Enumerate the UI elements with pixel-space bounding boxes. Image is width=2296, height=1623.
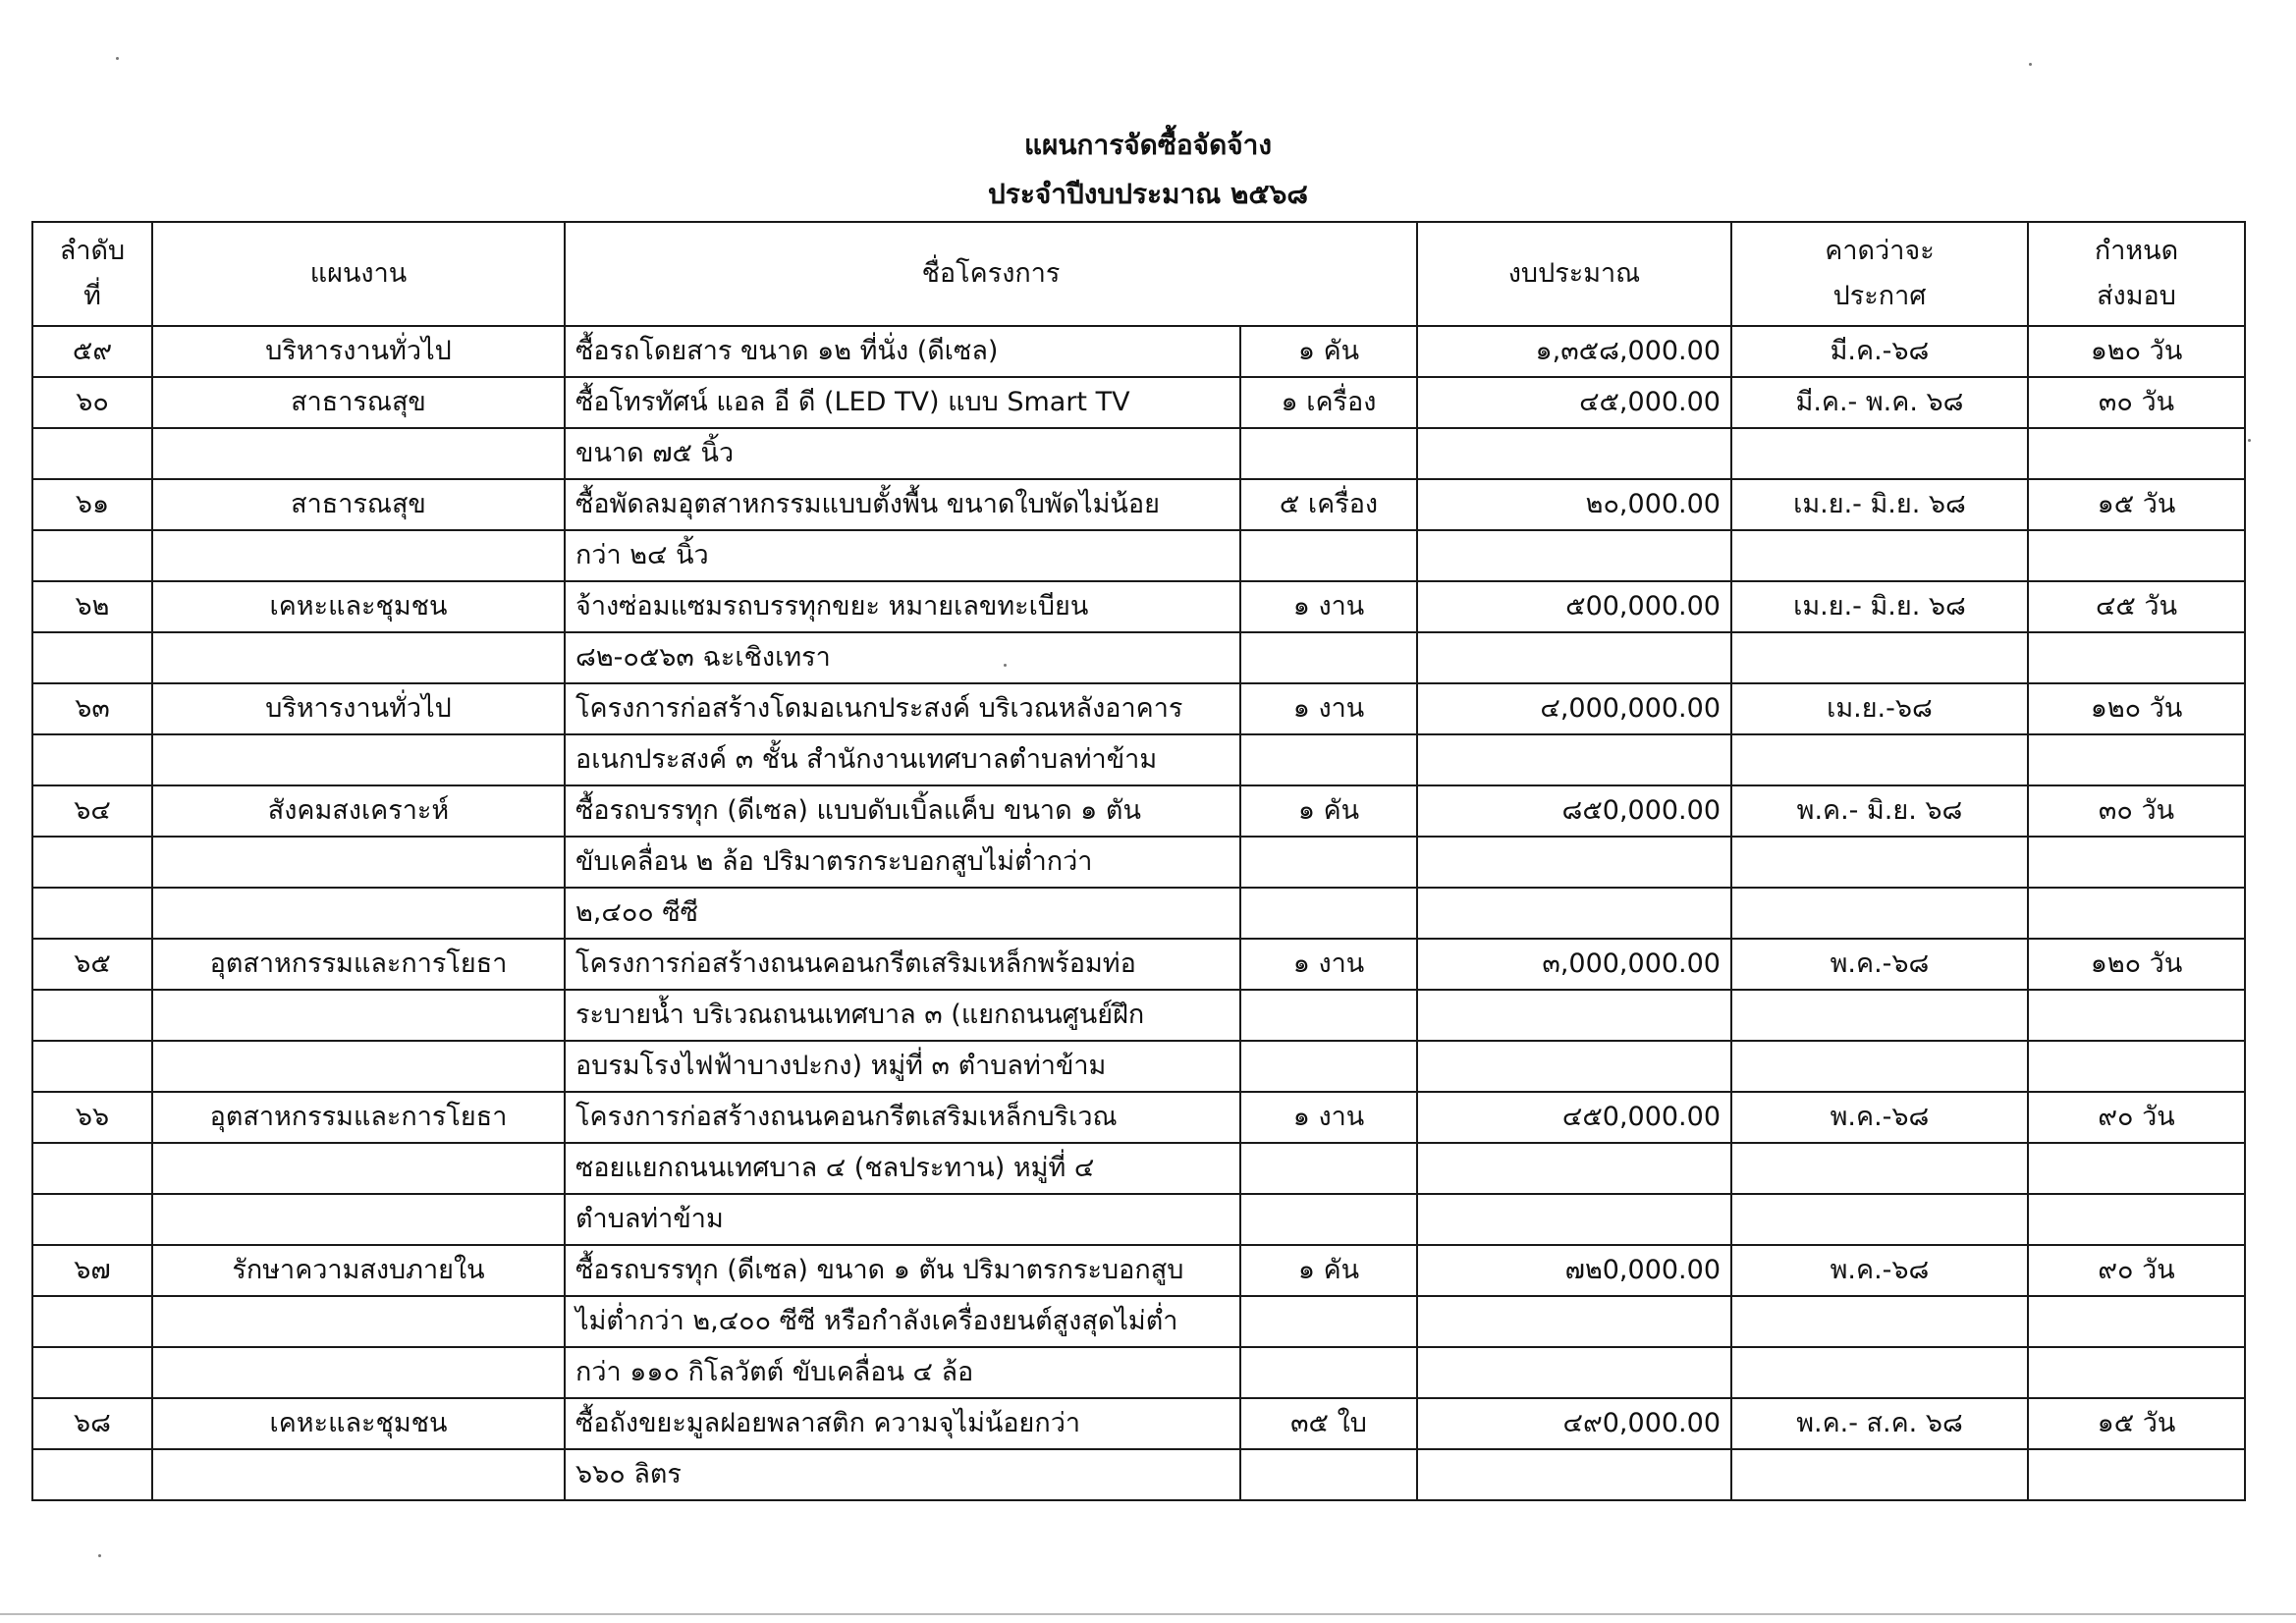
budget-cell <box>1417 734 1731 785</box>
project-name-cell: ขนาด ๗๕ นิ้ว <box>565 428 1240 479</box>
row-number-cell: ๖๕ <box>32 939 152 990</box>
table-row <box>32 632 2245 683</box>
announce-period-cell: พ.ค.-๖๘ <box>1731 1245 2028 1296</box>
scan-speck <box>98 1554 101 1557</box>
table-row <box>32 377 2245 428</box>
budget-cell <box>1417 1194 1731 1245</box>
header-announce <box>1731 222 2028 326</box>
row-number-cell: ๕๙ <box>32 326 152 377</box>
row-number-cell <box>32 428 152 479</box>
delivery-period-cell: ๔๕ วัน <box>2028 581 2245 632</box>
table-row <box>32 1245 2245 1296</box>
header-budget: งบประมาณ <box>1417 222 1731 326</box>
row-number-cell <box>32 734 152 785</box>
delivery-period-cell <box>2028 1143 2245 1194</box>
budget-cell <box>1417 1296 1731 1347</box>
scan-speck <box>2029 63 2032 66</box>
project-name-cell: ซื้อโทรทัศน์ แอล อี ดี (LED TV) แบบ Smart TV <box>565 377 1240 428</box>
row-number-cell <box>32 1041 152 1092</box>
quantity-cell: ๑ งาน <box>1240 939 1417 990</box>
plan-cell <box>152 1143 565 1194</box>
quantity-cell <box>1240 1449 1417 1500</box>
project-name-cell: กว่า ๒๔ นิ้ว <box>565 530 1240 581</box>
budget-cell: ๔๙0,000.00 <box>1417 1398 1731 1449</box>
row-number-cell: ๖๓ <box>32 683 152 734</box>
scan-speck <box>1004 664 1007 667</box>
quantity-cell <box>1240 734 1417 785</box>
delivery-period-cell: ๑๕ วัน <box>2028 1398 2245 1449</box>
table-row <box>32 1092 2245 1143</box>
project-name-cell: อเนกประสงค์ ๓ ชั้น สำนักงานเทศบาลตำบลท่าข้าม <box>565 734 1240 785</box>
announce-period-cell <box>1731 734 2028 785</box>
document-subtitle: ประจำปีงบประมาณ ๒๕๖๘ <box>988 178 1308 210</box>
table-row <box>32 326 2245 377</box>
plan-cell: บริหารงานทั่วไป <box>152 326 565 377</box>
table-row <box>32 1296 2245 1347</box>
delivery-period-cell: ๙๐ วัน <box>2028 1245 2245 1296</box>
project-name-cell: อบรมโรงไฟฟ้าบางปะกง) หมู่ที่ ๓ ตำบลท่าข้าม <box>565 1041 1240 1092</box>
announce-period-cell: เม.ย.- มิ.ย. ๖๘ <box>1731 581 2028 632</box>
delivery-period-cell: ๑๕ วัน <box>2028 479 2245 530</box>
delivery-period-cell: ๑๒๐ วัน <box>2028 683 2245 734</box>
row-number-cell: ๖๖ <box>32 1092 152 1143</box>
page-bottom-edge <box>0 1613 2296 1615</box>
plan-cell: สังคมสงเคราะห์ <box>152 785 565 837</box>
header-announce-line1: คาดว่าจะ <box>1825 236 1935 266</box>
delivery-period-cell: ๑๒๐ วัน <box>2028 939 2245 990</box>
delivery-period-cell <box>2028 632 2245 683</box>
budget-cell: ๗๒0,000.00 <box>1417 1245 1731 1296</box>
plan-cell <box>152 1347 565 1398</box>
table-row <box>32 1194 2245 1245</box>
scan-speck <box>2248 439 2251 442</box>
project-name-cell: ซื้อพัดลมอุตสาหกรรมแบบตั้งพื้น ขนาดใบพัดไม่น้อย <box>565 479 1240 530</box>
row-number-cell <box>32 1347 152 1398</box>
budget-cell <box>1417 1143 1731 1194</box>
table-row <box>32 888 2245 939</box>
header-announce-line2: ประกาศ <box>1832 281 1927 311</box>
project-name-cell: ซื้อรถบรรทุก (ดีเซล) ขนาด ๑ ตัน ปริมาตรกระบอกสูบ <box>565 1245 1240 1296</box>
budget-cell: ๔,000,000.00 <box>1417 683 1731 734</box>
table-row <box>32 837 2245 888</box>
delivery-period-cell <box>2028 734 2245 785</box>
procurement-plan-table <box>31 221 2246 1501</box>
budget-cell <box>1417 632 1731 683</box>
project-name-cell: ซื้อรถบรรทุก (ดีเซล) แบบดับเบิ้ลแค็บ ขนาด ๑ ตัน <box>565 785 1240 837</box>
quantity-cell: ๑ คัน <box>1240 1245 1417 1296</box>
table-header-row <box>32 222 2245 326</box>
announce-period-cell <box>1731 1347 2028 1398</box>
header-deliver-line1: กำหนด <box>2094 236 2179 266</box>
quantity-cell <box>1240 428 1417 479</box>
table-row <box>32 1041 2245 1092</box>
row-number-cell <box>32 632 152 683</box>
budget-cell <box>1417 1347 1731 1398</box>
header-no <box>32 222 152 326</box>
plan-cell: เคหะและชุมชน <box>152 581 565 632</box>
plan-cell: อุตสาหกรรมและการโยธา <box>152 939 565 990</box>
quantity-cell: ๑ งาน <box>1240 683 1417 734</box>
plan-cell <box>152 632 565 683</box>
plan-cell: อุตสาหกรรมและการโยธา <box>152 1092 565 1143</box>
header-no-line2: ที่ <box>83 281 101 311</box>
header-plan: แผนงาน <box>152 222 565 326</box>
table-row <box>32 1143 2245 1194</box>
announce-period-cell: เม.ย.-๖๘ <box>1731 683 2028 734</box>
budget-cell: ๘๕0,000.00 <box>1417 785 1731 837</box>
table-row <box>32 1398 2245 1449</box>
row-number-cell <box>32 1143 152 1194</box>
row-number-cell: ๖๔ <box>32 785 152 837</box>
plan-cell: สาธารณสุข <box>152 479 565 530</box>
delivery-period-cell <box>2028 1347 2245 1398</box>
table-row <box>32 734 2245 785</box>
project-name-cell: โครงการก่อสร้างโดมอเนกประสงค์ บริเวณหลังอาคาร <box>565 683 1240 734</box>
table-row <box>32 683 2245 734</box>
plan-cell <box>152 1449 565 1500</box>
quantity-cell: ๓๕ ใบ <box>1240 1398 1417 1449</box>
project-name-cell: โครงการก่อสร้างถนนคอนกรีตเสริมเหล็กบริเวณ <box>565 1092 1240 1143</box>
plan-cell: สาธารณสุข <box>152 377 565 428</box>
table-row <box>32 530 2245 581</box>
quantity-cell: ๑ เครื่อง <box>1240 377 1417 428</box>
delivery-period-cell <box>2028 1194 2245 1245</box>
plan-cell: เคหะและชุมชน <box>152 1398 565 1449</box>
plan-cell <box>152 990 565 1041</box>
plan-cell <box>152 888 565 939</box>
quantity-cell <box>1240 530 1417 581</box>
quantity-cell <box>1240 990 1417 1041</box>
announce-period-cell <box>1731 428 2028 479</box>
budget-cell: ๕00,000.00 <box>1417 581 1731 632</box>
row-number-cell <box>32 888 152 939</box>
header-project: ชื่อโครงการ <box>565 222 1417 326</box>
plan-cell <box>152 734 565 785</box>
row-number-cell: ๖๐ <box>32 377 152 428</box>
delivery-period-cell: ๑๒๐ วัน <box>2028 326 2245 377</box>
table-row <box>32 1449 2245 1500</box>
project-name-cell: ขับเคลื่อน ๒ ล้อ ปริมาตรกระบอกสูบไม่ต่ำกว่า <box>565 837 1240 888</box>
budget-cell <box>1417 530 1731 581</box>
table-body <box>32 326 2245 1500</box>
delivery-period-cell <box>2028 1296 2245 1347</box>
plan-cell <box>152 1041 565 1092</box>
project-name-cell: ๖๖๐ ลิตร <box>565 1449 1240 1500</box>
quantity-cell: ๑ งาน <box>1240 581 1417 632</box>
project-name-cell: ซื้อถังขยะมูลฝอยพลาสติก ความจุไม่น้อยกว่า <box>565 1398 1240 1449</box>
table-row <box>32 939 2245 990</box>
row-number-cell: ๖๘ <box>32 1398 152 1449</box>
budget-cell <box>1417 990 1731 1041</box>
delivery-period-cell: ๓๐ วัน <box>2028 785 2245 837</box>
row-number-cell <box>32 837 152 888</box>
quantity-cell <box>1240 632 1417 683</box>
delivery-period-cell <box>2028 990 2245 1041</box>
quantity-cell <box>1240 1143 1417 1194</box>
quantity-cell: ๑ คัน <box>1240 785 1417 837</box>
plan-cell <box>152 530 565 581</box>
row-number-cell <box>32 1296 152 1347</box>
row-number-cell <box>32 530 152 581</box>
document-title: แผนการจัดซื้อจัดจ้าง <box>1023 129 1273 161</box>
plan-cell <box>152 428 565 479</box>
project-name-cell: ตำบลท่าข้าม <box>565 1194 1240 1245</box>
plan-cell <box>152 1296 565 1347</box>
row-number-cell: ๖๗ <box>32 1245 152 1296</box>
quantity-cell <box>1240 1296 1417 1347</box>
table-row <box>32 785 2245 837</box>
quantity-cell <box>1240 1194 1417 1245</box>
announce-period-cell: พ.ค.-๖๘ <box>1731 939 2028 990</box>
budget-cell <box>1417 1449 1731 1500</box>
quantity-cell <box>1240 1041 1417 1092</box>
budget-cell: ๔๕,000.00 <box>1417 377 1731 428</box>
project-name-cell: ระบายน้ำ บริเวณถนนเทศบาล ๓ (แยกถนนศูนย์ฝึก <box>565 990 1240 1041</box>
announce-period-cell <box>1731 530 2028 581</box>
scan-speck <box>116 57 119 60</box>
table-row <box>32 581 2245 632</box>
announce-period-cell <box>1731 1449 2028 1500</box>
budget-cell: ๑,๓๕๘,000.00 <box>1417 326 1731 377</box>
announce-period-cell: มี.ค.-๖๘ <box>1731 326 2028 377</box>
announce-period-cell: เม.ย.- มิ.ย. ๖๘ <box>1731 479 2028 530</box>
table-row <box>32 428 2245 479</box>
plan-cell <box>152 837 565 888</box>
budget-cell <box>1417 1041 1731 1092</box>
row-number-cell: ๖๒ <box>32 581 152 632</box>
announce-period-cell <box>1731 1194 2028 1245</box>
header-deliver-line2: ส่งมอบ <box>2097 281 2176 311</box>
project-name-cell: โครงการก่อสร้างถนนคอนกรีตเสริมเหล็กพร้อมท่อ <box>565 939 1240 990</box>
announce-period-cell <box>1731 1143 2028 1194</box>
project-name-cell: กว่า ๑๑๐ กิโลวัตต์ ขับเคลื่อน ๔ ล้อ <box>565 1347 1240 1398</box>
table-row <box>32 990 2245 1041</box>
delivery-period-cell <box>2028 428 2245 479</box>
budget-cell: ๔๕0,000.00 <box>1417 1092 1731 1143</box>
quantity-cell: ๕ เครื่อง <box>1240 479 1417 530</box>
quantity-cell <box>1240 1347 1417 1398</box>
project-name-cell: ไม่ต่ำกว่า ๒,๔๐๐ ซีซี หรือกำลังเครื่องยนต์สูงสุดไม่ต่ำ <box>565 1296 1240 1347</box>
project-name-cell: ซอยแยกถนนเทศบาล ๔ (ชลประทาน) หมู่ที่ ๔ <box>565 1143 1240 1194</box>
announce-period-cell: พ.ค.- ส.ค. ๖๘ <box>1731 1398 2028 1449</box>
budget-cell <box>1417 428 1731 479</box>
row-number-cell <box>32 1194 152 1245</box>
delivery-period-cell <box>2028 837 2245 888</box>
announce-period-cell <box>1731 1296 2028 1347</box>
delivery-period-cell <box>2028 1449 2245 1500</box>
announce-period-cell <box>1731 1041 2028 1092</box>
table-row <box>32 479 2245 530</box>
row-number-cell <box>32 1449 152 1500</box>
budget-cell <box>1417 837 1731 888</box>
delivery-period-cell: ๙๐ วัน <box>2028 1092 2245 1143</box>
header-deliver <box>2028 222 2245 326</box>
table-row <box>32 1347 2245 1398</box>
quantity-cell <box>1240 888 1417 939</box>
plan-cell <box>152 1194 565 1245</box>
delivery-period-cell <box>2028 888 2245 939</box>
announce-period-cell <box>1731 632 2028 683</box>
project-name-cell: จ้างซ่อมแซมรถบรรทุกขยะ หมายเลขทะเบียน <box>565 581 1240 632</box>
project-name-cell: ๘๒-๐๕๖๓ ฉะเชิงเทรา <box>565 632 1240 683</box>
announce-period-cell <box>1731 990 2028 1041</box>
plan-cell: บริหารงานทั่วไป <box>152 683 565 734</box>
project-name-cell: ๒,๔๐๐ ซีซี <box>565 888 1240 939</box>
announce-period-cell: พ.ค.-๖๘ <box>1731 1092 2028 1143</box>
project-name-cell: ซื้อรถโดยสาร ขนาด ๑๒ ที่นั่ง (ดีเซล) <box>565 326 1240 377</box>
delivery-period-cell: ๓๐ วัน <box>2028 377 2245 428</box>
announce-period-cell <box>1731 888 2028 939</box>
budget-cell: ๒๐,000.00 <box>1417 479 1731 530</box>
announce-period-cell: มี.ค.- พ.ค. ๖๘ <box>1731 377 2028 428</box>
row-number-cell: ๖๑ <box>32 479 152 530</box>
budget-cell: ๓,000,000.00 <box>1417 939 1731 990</box>
quantity-cell: ๑ คัน <box>1240 326 1417 377</box>
announce-period-cell: พ.ค.- มิ.ย. ๖๘ <box>1731 785 2028 837</box>
budget-cell <box>1417 888 1731 939</box>
header-no-line1: ลำดับ <box>59 236 126 266</box>
quantity-cell: ๑ งาน <box>1240 1092 1417 1143</box>
delivery-period-cell <box>2028 1041 2245 1092</box>
row-number-cell <box>32 990 152 1041</box>
quantity-cell <box>1240 837 1417 888</box>
delivery-period-cell <box>2028 530 2245 581</box>
plan-cell: รักษาความสงบภายใน <box>152 1245 565 1296</box>
announce-period-cell <box>1731 837 2028 888</box>
